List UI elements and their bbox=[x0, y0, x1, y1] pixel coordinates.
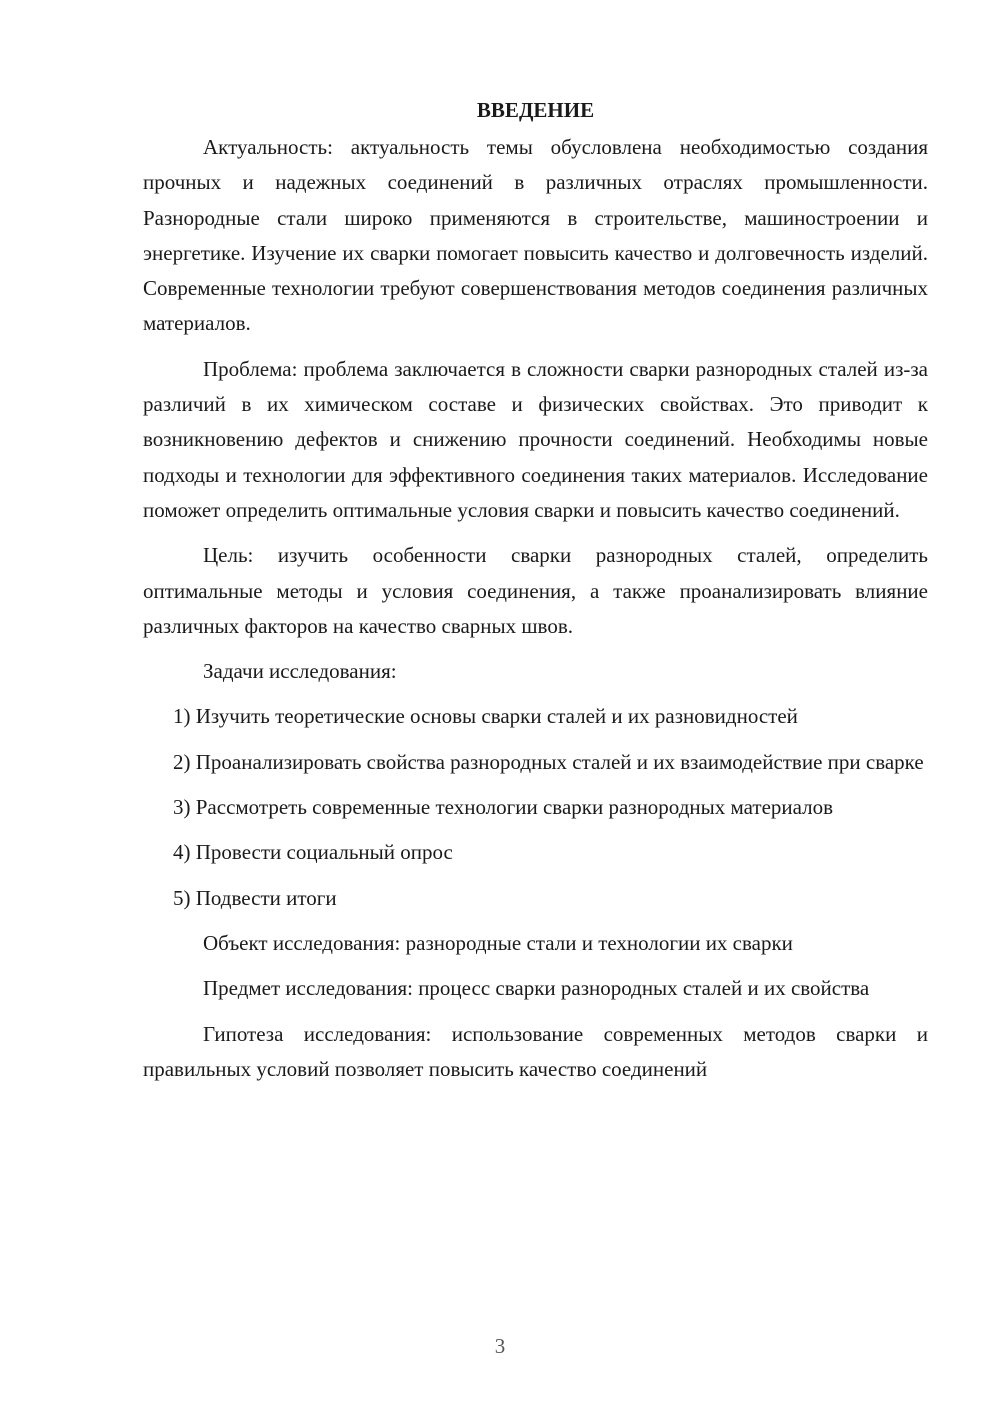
document-title: ВВЕДЕНИЕ bbox=[476, 98, 595, 122]
paragraph-subject: Предмет исследования: процесс сварки разнородных сталей и их свойства bbox=[203, 976, 870, 1001]
task-item-4: 4) Провести социальный опрос bbox=[173, 840, 453, 865]
task-item-1: 1) Изучить теоретические основы сварки сталей и их разновидностей bbox=[173, 704, 798, 729]
task-item-5: 5) Подвести итоги bbox=[173, 885, 337, 910]
page-number: 3 bbox=[494, 1334, 506, 1358]
paragraph-relevance: Актуальность: актуальность темы обусловлена необходимостью создания прочных и надежных соединений в различных отраслях промышленности. Разнородные стали широко применяются в строительстве, машиностроении и энергетике. Изучение их сварки помогает повысить качество и долговечность изделий. Современные технологии требуют совершенствования методов соединения различных материалов. bbox=[143, 135, 928, 336]
paragraph-goal: Цель: изучить особенности сварки разнородных сталей, определить оптимальные методы и условия соединения, а также проанализировать влияние различных факторов на качество сварных швов. bbox=[143, 543, 928, 638]
paragraph-hypothesis: Гипотеза исследования: использование современных методов сварки и правильных условий позволяет повысить качество соединений bbox=[143, 1021, 928, 1081]
paragraph-tasks-heading: Задачи исследования: bbox=[203, 659, 397, 684]
paragraph-problem: Проблема: проблема заключается в сложности сварки разнородных сталей из-за различий в их химическом составе и физических свойствах. Это приводит к возникновению дефектов и снижению прочности соединений. Необходимы новые подходы и технологии для эффективного соединения таких материалов. Исследование поможет определить оптимальные условия сварки и повысить качество соединений. bbox=[143, 356, 928, 522]
task-item-3: 3) Рассмотреть современные технологии сварки разнородных материалов bbox=[173, 795, 834, 820]
task-item-2: 2) Проанализировать свойства разнородных сталей и их взаимодействие при сварке bbox=[173, 749, 924, 774]
document-page bbox=[143, 93, 928, 1097]
paragraph-object: Объект исследования: разнородные стали и технологии их сварки bbox=[203, 930, 793, 955]
